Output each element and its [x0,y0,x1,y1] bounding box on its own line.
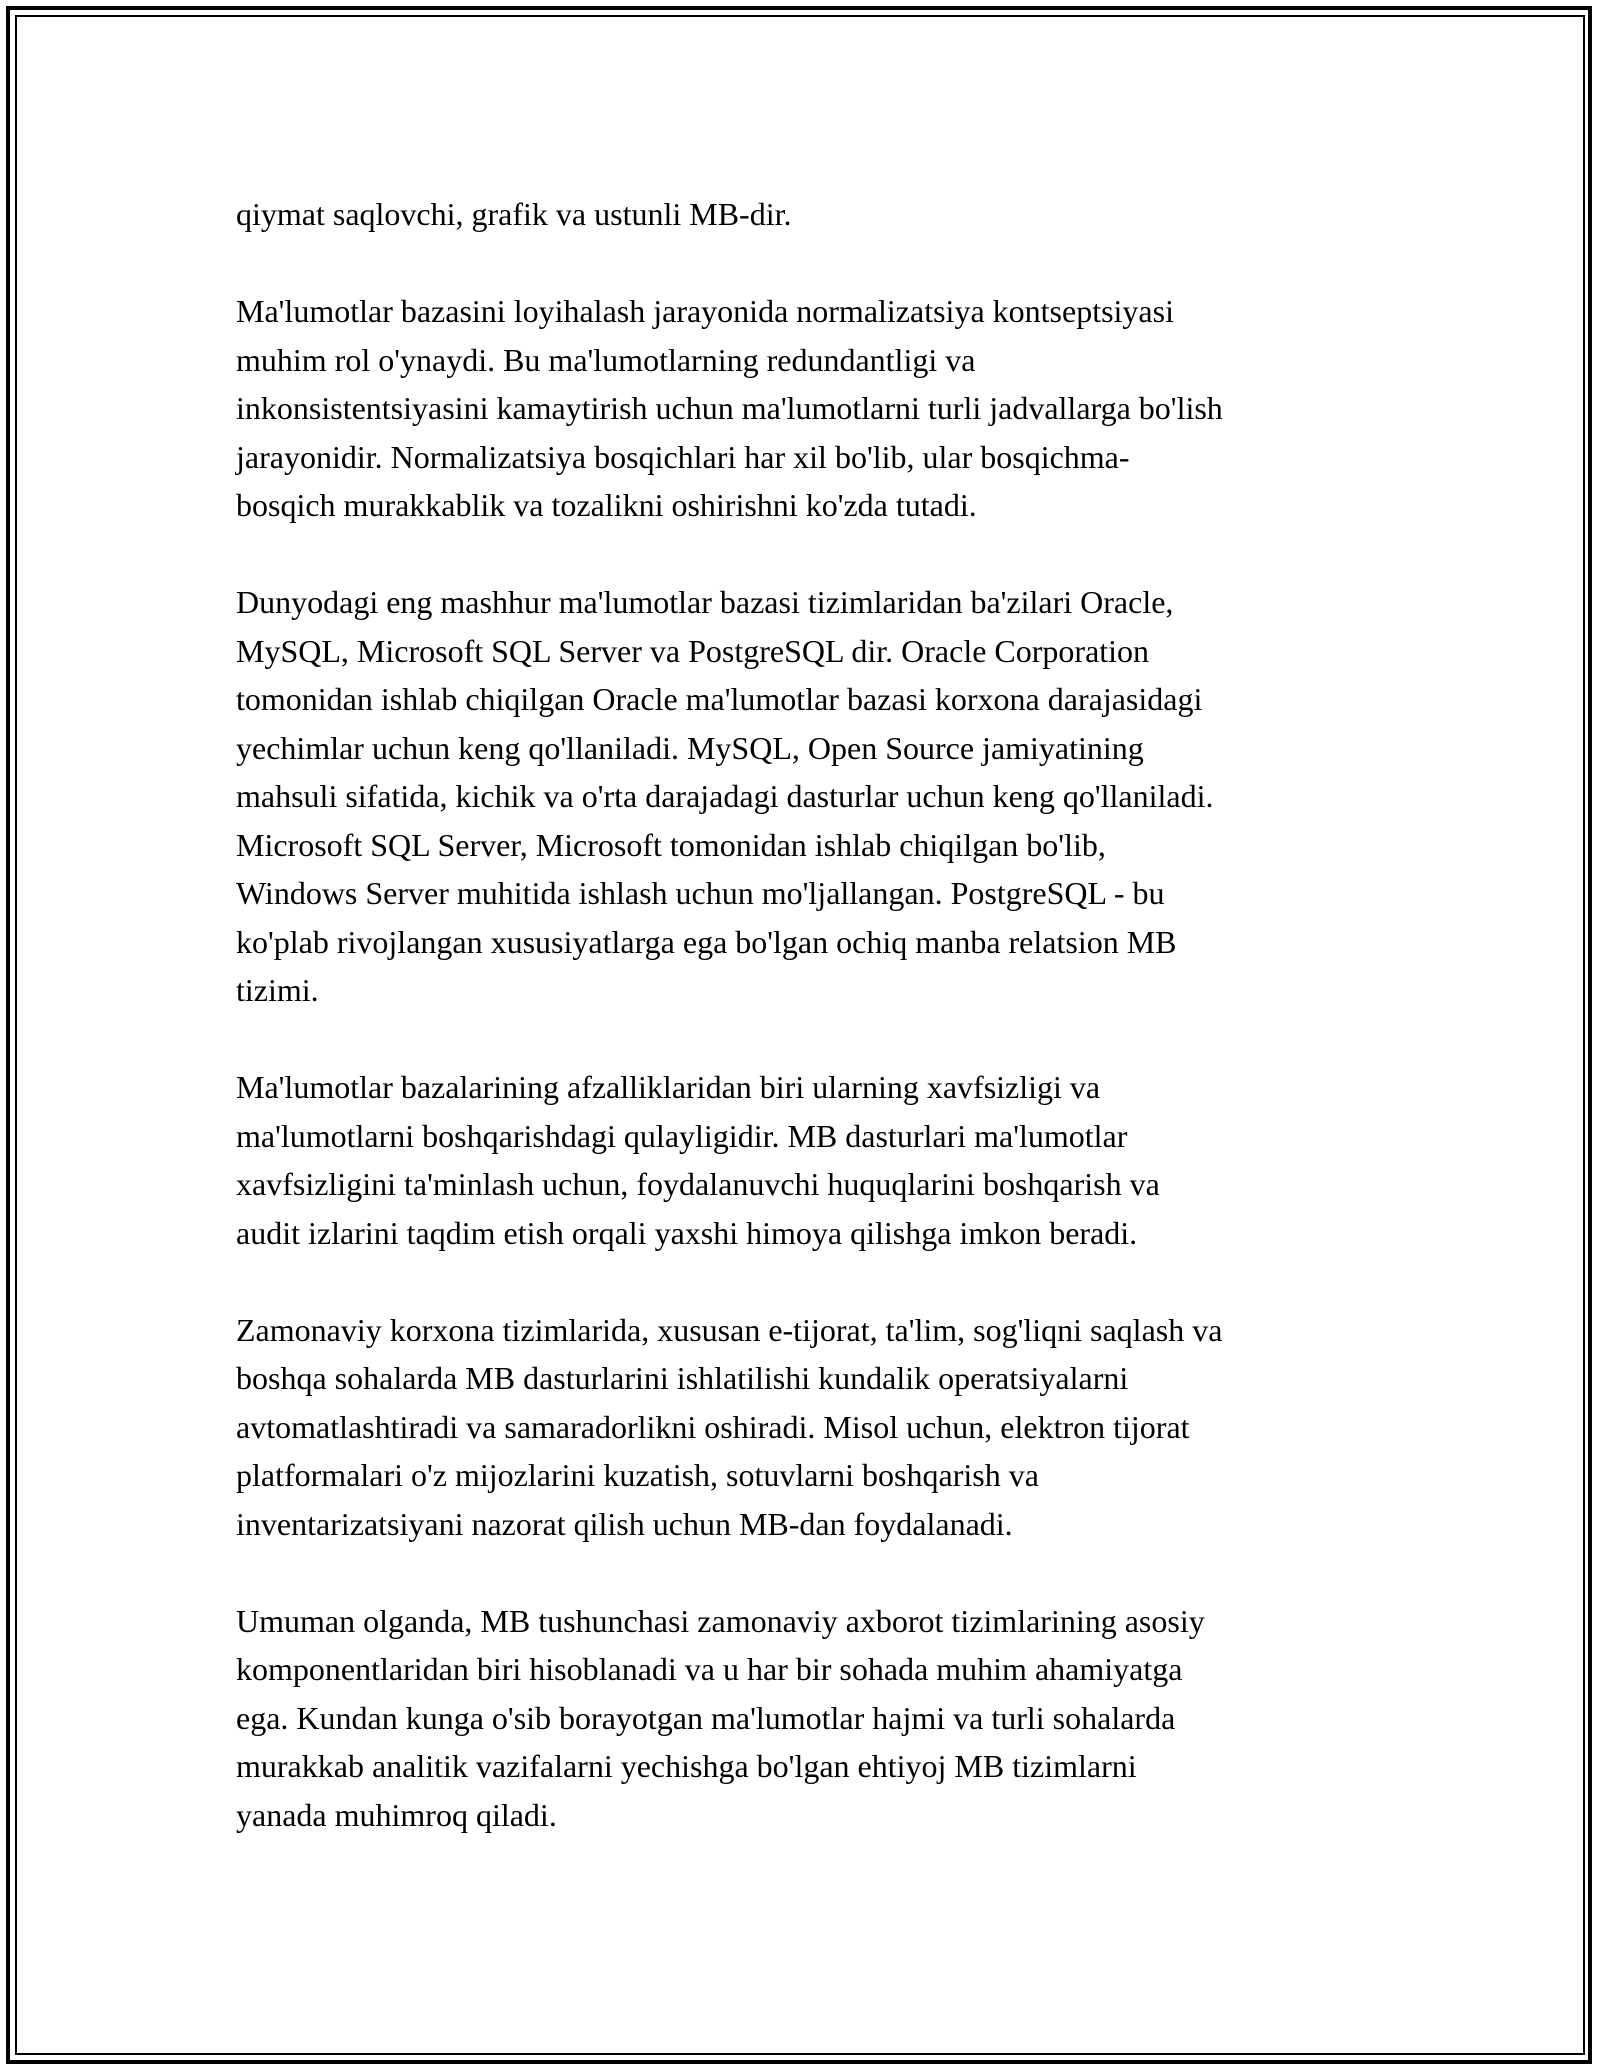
paragraph-6: Umuman olganda, MB tushunchasi zamonaviy axborot tizimlarining asosiy komponentlaridan biri hisoblanadi va u har bir sohada muhim ahamiyatga ega. Kundan kunga o'sib borayotgan ma'lumotlar hajmi va turli sohalarda murakkab analitik vazifalarni yechishga bo'lgan ehtiyoj MB tizimlarni yanada muhimroq qiladi. [236,1602,1205,1833]
paragraph-5: Zamonaviy korxona tizimlarida, xususan e-tijorat, ta'lim, sog'liqni saqlash va boshqa sohalarda MB dasturlarini ishlatilishi kundalik operatsiyalarni avtomatlashtiradi va samaradorlikni oshiradi. Misol uchun, elektron tijorat platformalari o'z mijozlarini kuzatish, sotuvlarni boshqarish va inventarizatsiyani nazorat qilish uchun MB-dan foydalanadi. [236,1311,1223,1542]
paragraph-4: Ma'lumotlar bazalarining afzalliklaridan biri ularning xavfsizligi va ma'lumotlarni boshqarishdagi qulayligidir. MB dasturlari ma'lumotlar xavfsizligini ta'minlash uchun, foydalanuvchi huquqlarini boshqarish va audit izlarini taqdim etish orqali yaxshi himoya qilishga imkon beradi. [236,1069,1160,1251]
paragraph-1: qiymat saqlovchi, grafik va ustunli MB-dir. [236,196,792,232]
paragraph-3: Dunyodagi eng mashhur ma'lumotlar bazasi tizimlaridan ba'zilari Oracle, MySQL, Microsoft SQL Server va PostgreSQL dir. Oracle Corporation tomonidan ishlab chiqilgan Oracle ma'lumotlar bazasi korxona darajasidagi yechimlar uchun keng qo'llaniladi. MySQL, Open Source jamiyatining mahsuli sifatida, kichik va o'rta darajadagi dasturlar uchun keng qo'llaniladi. Microsoft SQL Server, Microsoft tomonidan ishlab chiqilgan bo'lib, Windows Server muhitida ishlash uchun mo'ljallangan. PostgreSQL - bu ko'plab rivojlangan xususiyatlarga ega bo'lgan ochiq manba relatsion MB tizimi. [236,584,1214,1008]
paragraph-2: Ma'lumotlar bazasini loyihalash jarayonida normalizatsiya kontseptsiyasi muhim rol o'ynaydi. Bu ma'lumotlarning redundantligi va inkonsistentsiyasini kamaytirish uchun ma'lumotlarni turli jadvallarga bo'lish jarayonidir. Normalizatsiya bosqichlari har xil bo'lib, ular bosqichma- bosqich murakkablik va tozalikni oshirishni ko'zda tutadi. [236,293,1223,523]
document-body [236,190,1376,1888]
